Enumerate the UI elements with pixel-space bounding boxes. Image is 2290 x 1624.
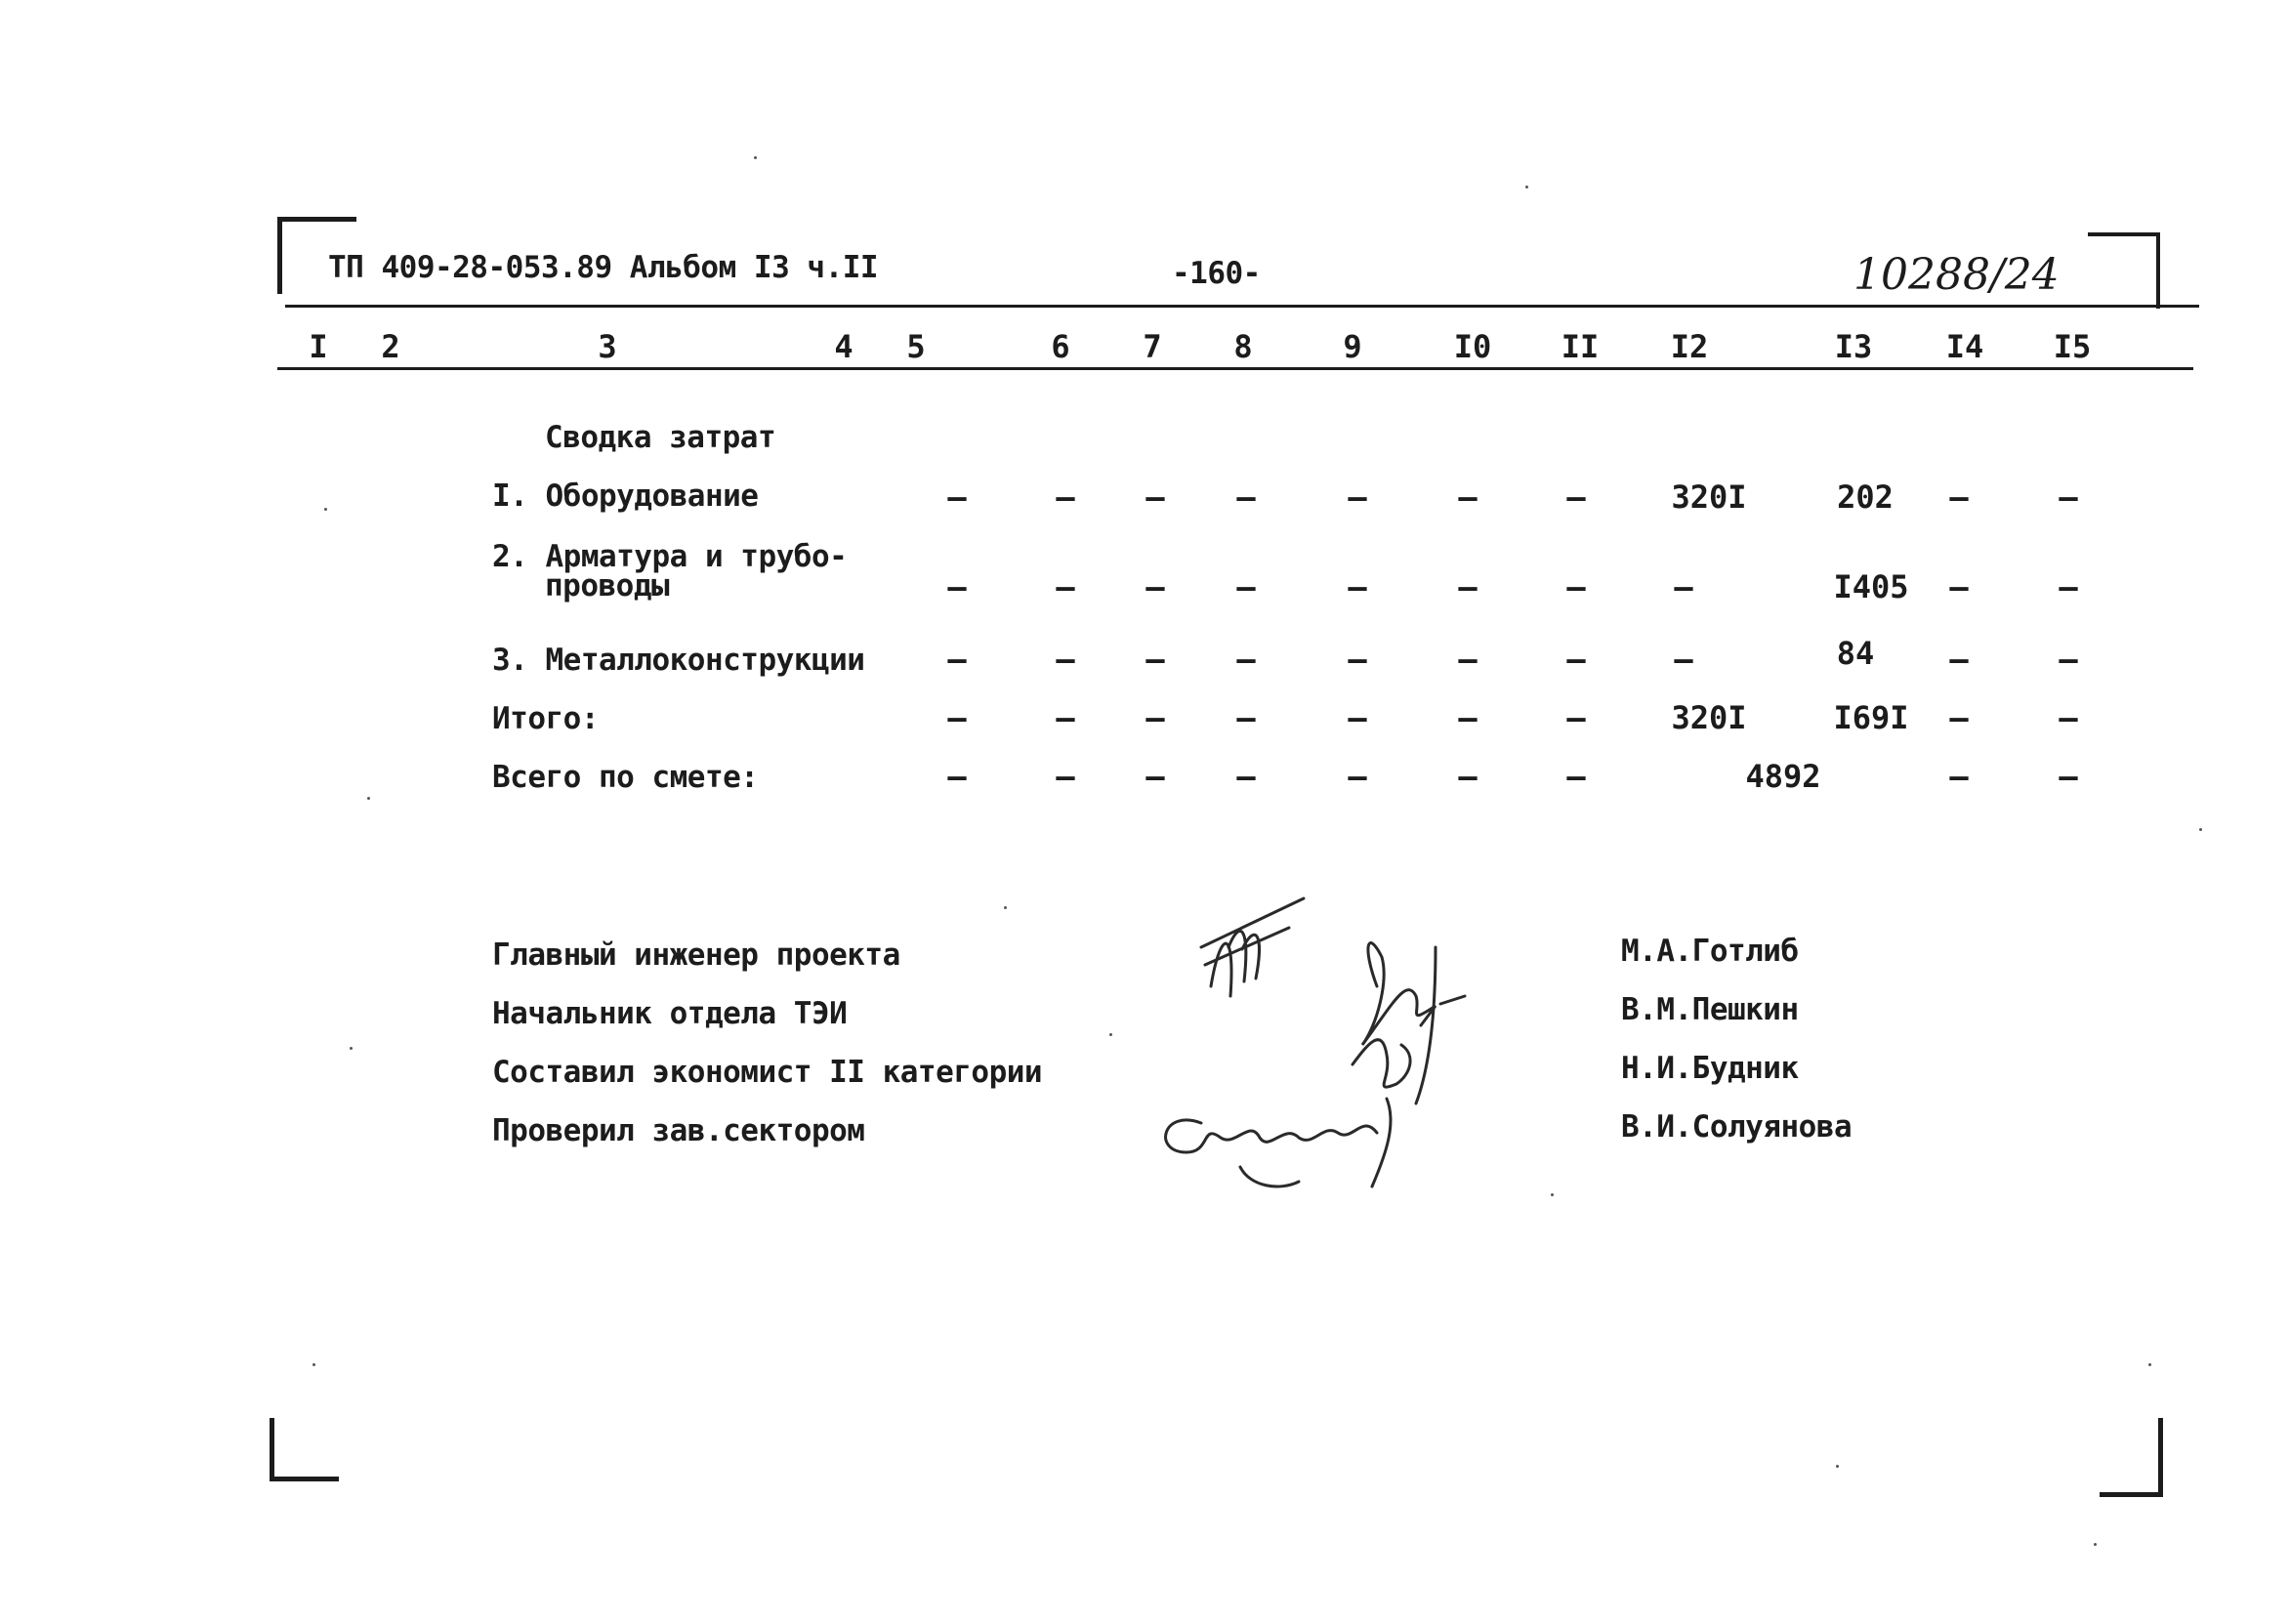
row-label: Всего по смете: [492,760,759,795]
column-number: I5 [2053,328,2092,365]
table-cell: – [1949,758,1969,795]
row-label: I. Оборудование [492,479,759,514]
document-code: ТП 409-28-053.89 Альбом I3 ч.II [328,250,879,285]
table-cell: 320I [1671,479,1747,516]
table-cell: – [1566,758,1586,795]
table-cell: – [2059,479,2078,516]
row-label: 3. Металлоконструкции [492,643,865,678]
table-cell: I405 [1833,568,1909,605]
section-title: Сводка затрат [545,420,776,455]
column-number: I3 [1834,328,1873,365]
table-cell: – [1348,479,1367,516]
table-cell: – [947,641,967,678]
column-number: 9 [1343,328,1362,365]
corner-bracket-top-right [2088,232,2160,309]
table-cell: – [2059,699,2078,736]
scan-speck [1525,186,1528,188]
table-cell: – [947,568,967,605]
column-number: 5 [906,328,926,365]
table-cell: – [1236,641,1256,678]
table-cell: – [1145,699,1165,736]
column-number: I4 [1945,328,1984,365]
signatory-name: В.М.Пешкин [1621,992,1799,1027]
table-cell: – [1566,641,1586,678]
column-number: I [309,328,328,365]
signatory-role: Главный инженер проекта [492,937,900,973]
signatory-name: Н.И.Будник [1621,1051,1799,1086]
corner-bracket-bottom-right [2100,1418,2163,1497]
column-number: 3 [598,328,617,365]
scan-speck [1004,906,1007,909]
column-number: 8 [1233,328,1253,365]
table-cell: – [1458,568,1478,605]
signatory-role: Проверил зав.сектором [492,1113,865,1148]
table-cell: – [1348,758,1367,795]
table-cell: – [1949,568,1969,605]
table-cell: – [1458,641,1478,678]
table-cell: – [1056,758,1075,795]
table-cell: – [2059,758,2078,795]
table-cell: – [1056,641,1075,678]
table-cell: – [1949,641,1969,678]
table-cell: 4892 [1745,758,1821,795]
table-cell: – [1056,479,1075,516]
table-cell: – [1236,568,1256,605]
table-cell: – [947,479,967,516]
column-number: 4 [834,328,854,365]
signatory-name: М.А.Готлиб [1621,934,1799,969]
signatory-name: В.И.Солуянова [1621,1109,1853,1145]
table-cell: – [2059,568,2078,605]
column-number: I0 [1453,328,1492,365]
table-cell: – [1145,568,1165,605]
row-label: 2. Арматура и трубо- [492,539,848,574]
page-number: -160- [1172,256,1261,291]
table-cell: 320I [1671,699,1747,736]
scan-speck [1551,1193,1554,1196]
scan-speck [1109,1033,1112,1036]
table-cell: – [1348,699,1367,736]
header-rule [285,305,2199,308]
table-cell: – [1236,479,1256,516]
table-cell: – [1236,699,1256,736]
column-number: 7 [1143,328,1162,365]
table-cell: 202 [1837,479,1894,516]
table-cell: – [1674,641,1693,678]
table-cell: – [1236,758,1256,795]
column-number: II [1561,328,1600,365]
table-cell: – [1949,479,1969,516]
table-cell: – [1458,479,1478,516]
table-cell: – [1566,699,1586,736]
table-cell: – [1145,641,1165,678]
handwritten-signature [1143,889,1572,1211]
scan-speck [754,156,757,159]
table-cell: – [1056,699,1075,736]
table-cell: I69I [1833,699,1909,736]
scan-speck [1836,1465,1839,1468]
column-number: 6 [1051,328,1070,365]
scan-speck [350,1047,353,1050]
table-cell: – [1145,758,1165,795]
scan-speck [2199,828,2202,831]
table-cell: – [1056,568,1075,605]
table-cell: – [947,758,967,795]
table-cell: – [1566,479,1586,516]
scan-speck [324,508,327,511]
table-cell: – [947,699,967,736]
signatory-role: Составил экономист II категории [492,1055,1043,1090]
table-cell: – [1348,568,1367,605]
table-cell: 84 [1836,635,1875,672]
table-cell: – [1458,758,1478,795]
column-number: 2 [381,328,400,365]
table-cell: – [1348,641,1367,678]
corner-bracket-bottom-left [270,1418,339,1481]
column-number: I2 [1670,328,1709,365]
scan-speck [367,797,370,800]
scan-speck [312,1363,315,1366]
scan-speck [2094,1543,2097,1546]
table-cell: – [1566,568,1586,605]
scan-speck [2148,1363,2151,1366]
row-label-continuation: проводы [545,568,670,604]
table-cell: – [2059,641,2078,678]
table-cell: – [1458,699,1478,736]
table-cell: – [1949,699,1969,736]
column-header-rule [277,367,2193,370]
table-cell: – [1674,568,1693,605]
table-cell: – [1145,479,1165,516]
archive-number: 10288/24 [1853,250,2060,300]
row-label: Итого: [492,701,599,736]
signatory-role: Начальник отдела ТЭИ [492,996,848,1031]
